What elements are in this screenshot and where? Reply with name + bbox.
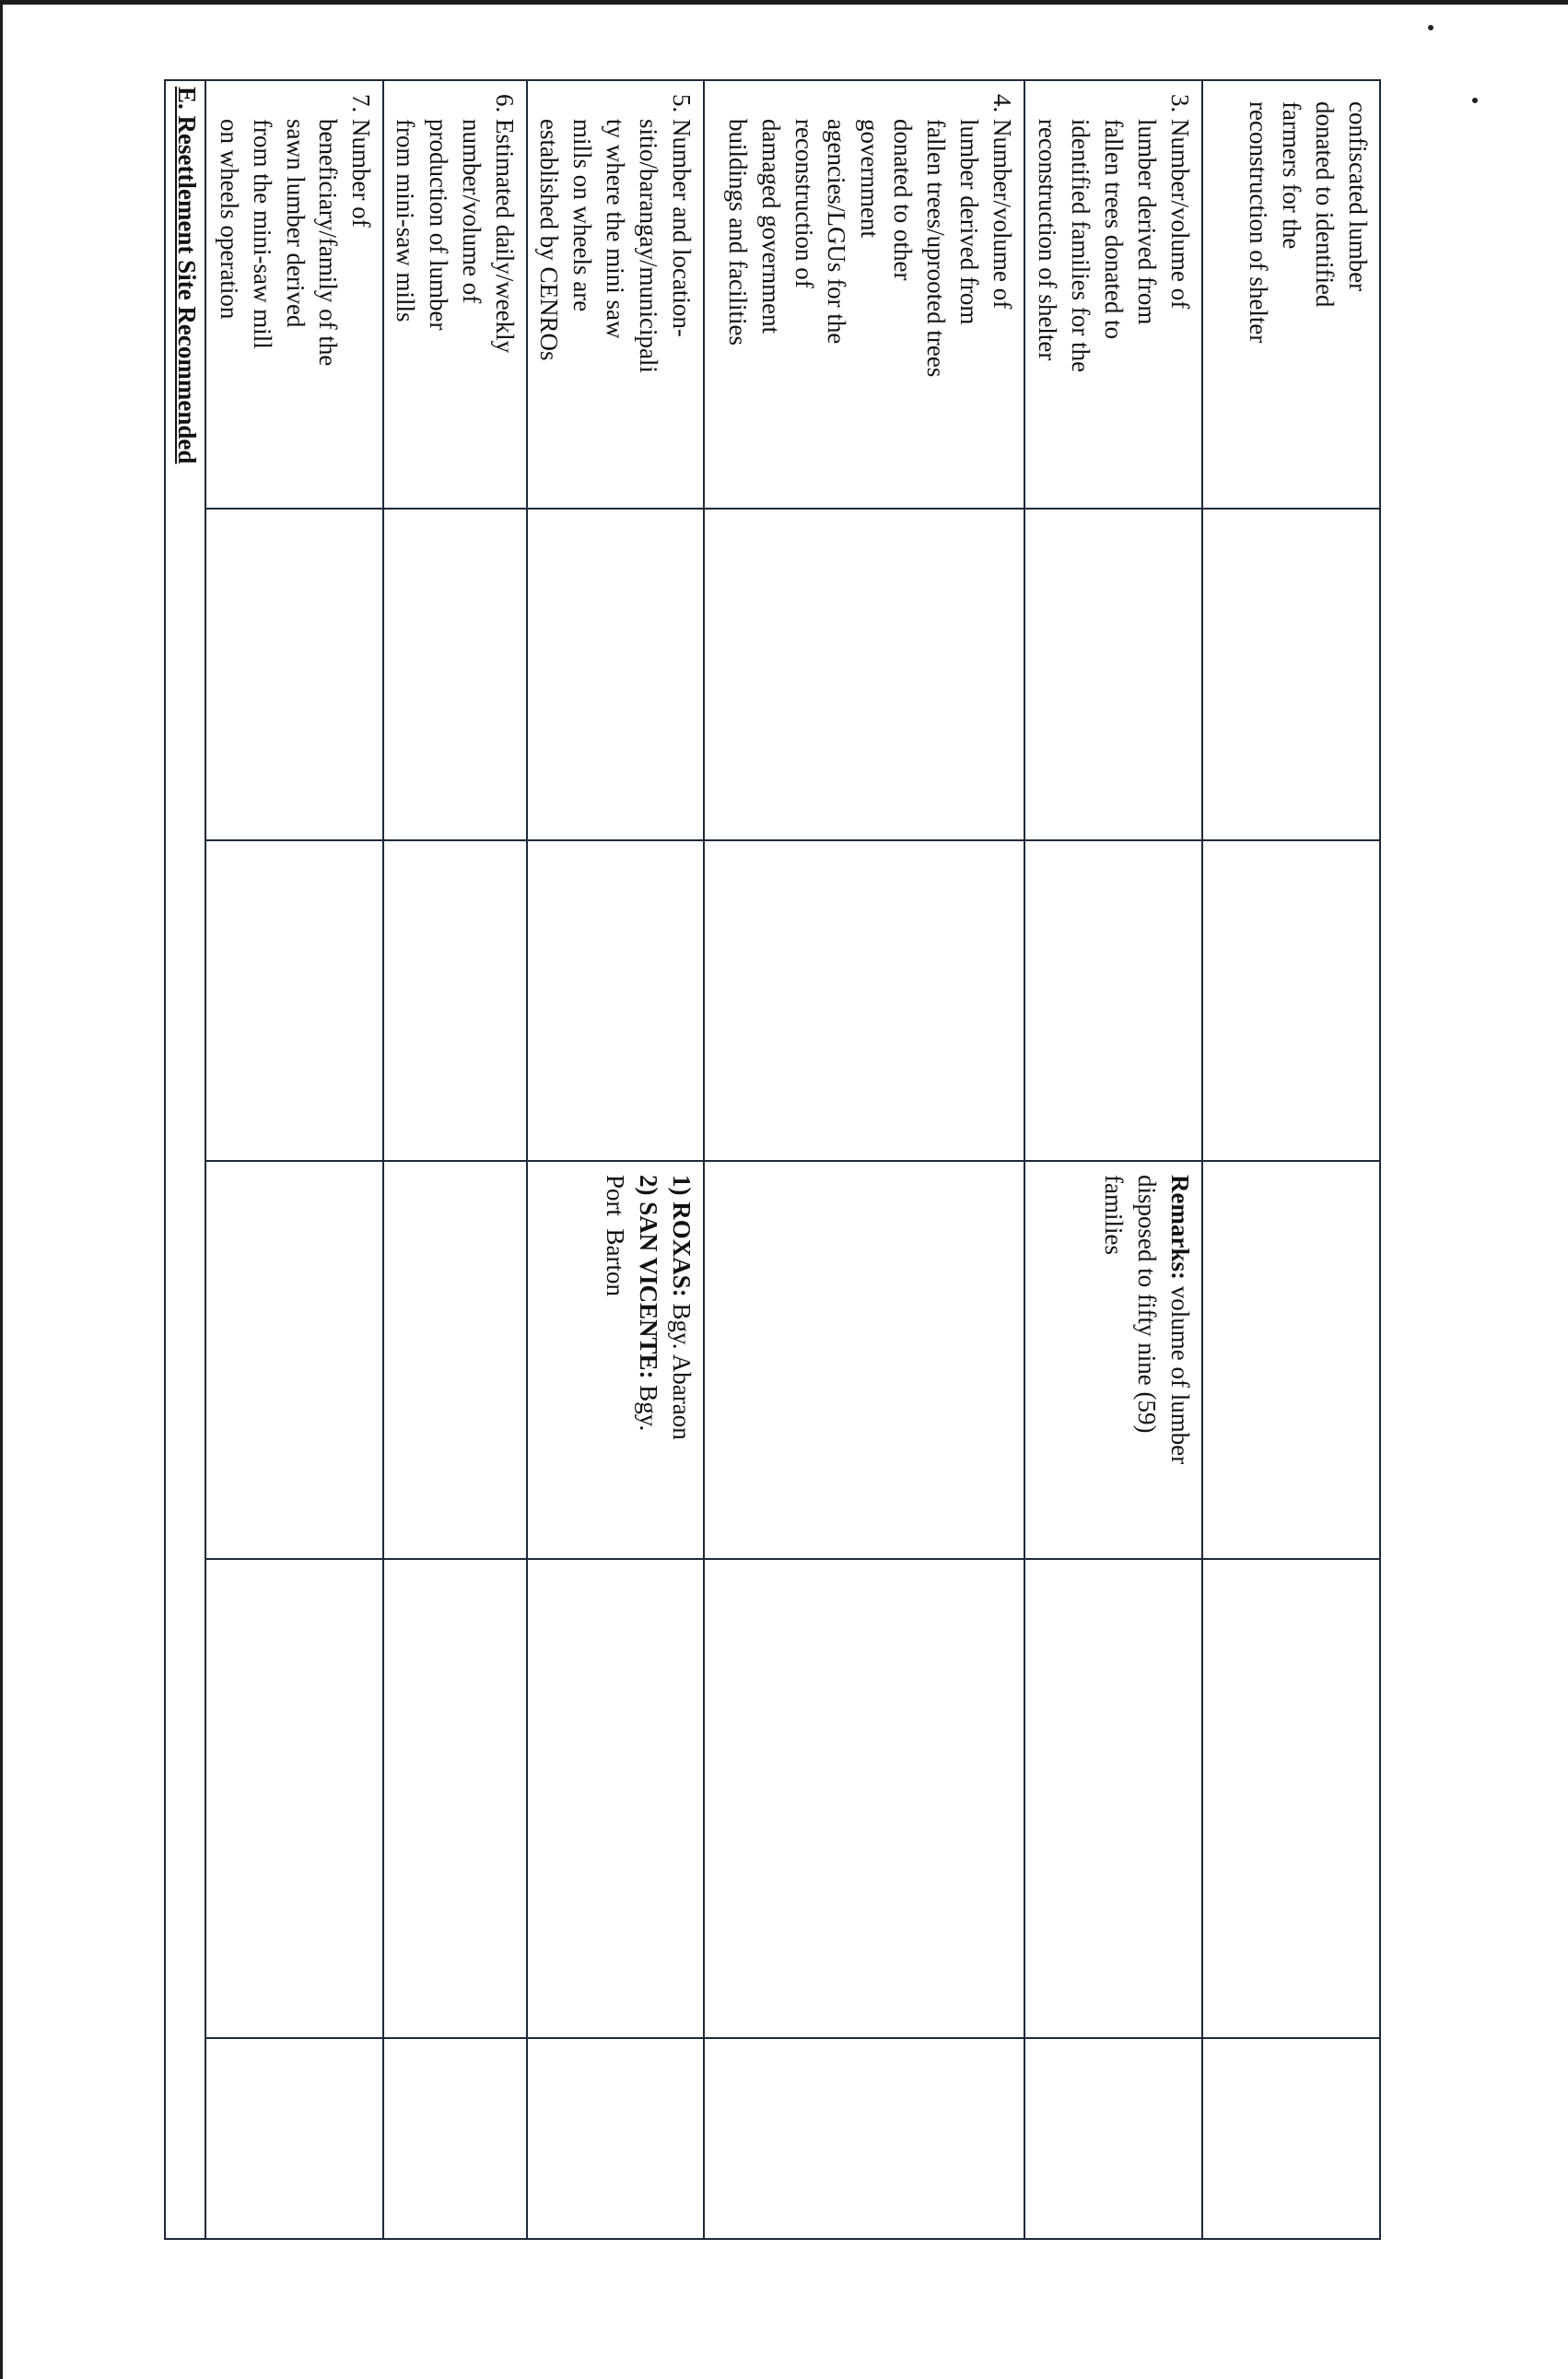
- table-row: [1202, 80, 1380, 2239]
- location-value: Bgy. Abaraon: [668, 1296, 696, 1440]
- empty-cell: [1202, 1559, 1380, 2038]
- item-cell: [383, 80, 527, 509]
- table-row: [1024, 80, 1202, 2239]
- section-heading: E. Resettlement Site Recommended: [173, 87, 202, 464]
- table-row: [383, 80, 527, 2239]
- location-label: 2) SAN VICENTE:: [635, 1175, 663, 1379]
- location-value: Bgy. Port Barton: [602, 1175, 663, 1432]
- empty-cell: [205, 840, 383, 1161]
- empty-cell: [1202, 840, 1380, 1161]
- remarks-cell: [704, 1161, 1024, 1559]
- empty-cell: [205, 2038, 383, 2239]
- remarks-label: Remarks:: [1166, 1175, 1194, 1280]
- item-cell: [527, 80, 704, 509]
- location-item: [664, 1175, 697, 1549]
- scan-speck: [1428, 25, 1433, 30]
- location-cell: [527, 1161, 704, 1559]
- scan-speck: [1472, 98, 1478, 103]
- empty-cell: [527, 509, 704, 840]
- section-cell: [165, 80, 205, 2239]
- empty-cell: [383, 2038, 527, 2239]
- empty-cell: [1024, 840, 1202, 1161]
- scan-border-top: [0, 0, 1568, 5]
- empty-cell: [527, 1559, 704, 2038]
- table-row: [704, 80, 1024, 2239]
- item-cell: [704, 80, 1024, 509]
- empty-cell: [704, 2038, 1024, 2239]
- remarks-cell: [383, 1161, 527, 1559]
- empty-cell: [704, 509, 1024, 840]
- empty-cell: [383, 1559, 527, 2038]
- rotated-table-container: [173, 79, 1381, 2238]
- empty-cell: [383, 509, 527, 840]
- empty-cell: [1024, 509, 1202, 840]
- item-description: confiscated lumber donated to identified farmers for the reconstruction of shelter: [1245, 101, 1372, 344]
- item-description: 7. Number of beneficiary/family of the sawn lumber derived from the mini-saw mill on wheels operation: [215, 94, 376, 367]
- item-description: 4. Number/volume of lumber derived from fallen trees/uprooted trees donated to other government agencies/LGUs for the reconstruction of damaged government buildings and facilities: [723, 94, 1016, 378]
- empty-cell: [205, 509, 383, 840]
- remarks-note: [1096, 1175, 1196, 1549]
- table-row: [527, 80, 704, 2239]
- remarks-cell: [205, 1161, 383, 1559]
- scan-border-left: [0, 0, 3, 2379]
- empty-cell: [704, 840, 1024, 1161]
- remarks-value: volume of lumber disposed to fifty nine (59) families: [1100, 1175, 1194, 1465]
- location-item: [598, 1175, 664, 1549]
- empty-cell: [527, 2038, 704, 2239]
- empty-cell: [704, 1559, 1024, 2038]
- table-row: [205, 80, 383, 2239]
- item-cell: [1202, 80, 1380, 509]
- empty-cell: [1024, 1559, 1202, 2038]
- report-table: [164, 79, 1381, 2240]
- item-cell: [1024, 80, 1202, 509]
- empty-cell: [1202, 509, 1380, 840]
- item-description: 3. Number/volume of lumber derived from fallen trees donated to identified families for the reconstruction of shelter: [1034, 94, 1194, 373]
- location-label: 1) ROXAS:: [668, 1175, 696, 1297]
- item-description: 6. Estimated daily/weekly number/volume of production of lumber from mini-saw mills: [392, 94, 519, 354]
- item-cell: [205, 80, 383, 509]
- empty-cell: [1202, 2038, 1380, 2239]
- empty-cell: [383, 840, 527, 1161]
- remarks-cell: [1024, 1161, 1202, 1559]
- item-description: 5. Number and location- sitio/barangay/municipali ty where the mini saw mills on wheels are established by CENROs: [535, 94, 696, 373]
- section-row: [165, 80, 205, 2239]
- empty-cell: [527, 840, 704, 1161]
- empty-cell: [1024, 2038, 1202, 2239]
- remarks-cell: [1202, 1161, 1380, 1559]
- empty-cell: [205, 1559, 383, 2038]
